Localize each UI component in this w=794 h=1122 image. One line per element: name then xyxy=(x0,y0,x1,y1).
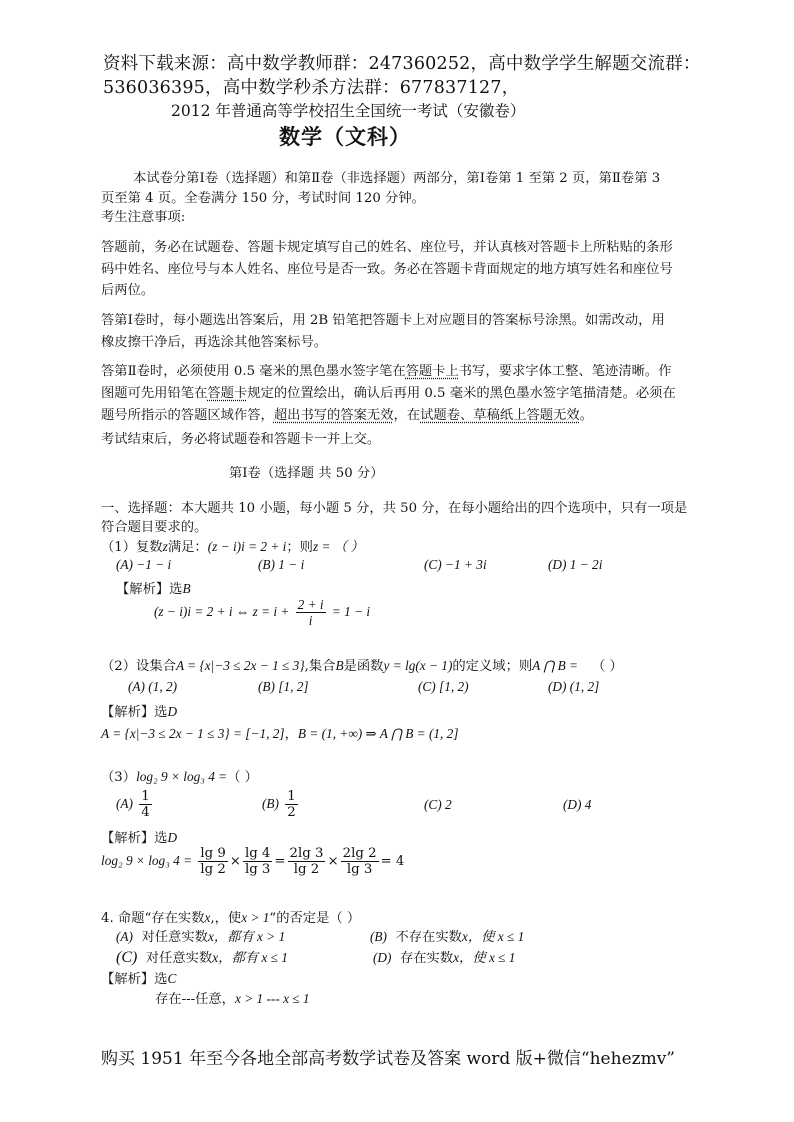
notice-title: 考生注意事项: xyxy=(101,210,186,225)
p3-seg: 题号所指示的答题区域作答， xyxy=(101,408,274,423)
q2-var: B xyxy=(335,658,344,673)
fraction-numerator: 2lg 2 xyxy=(342,846,377,861)
subject-title: 数学（文科） xyxy=(279,124,411,149)
q2-stem-seg: （2）设集合 xyxy=(101,659,176,674)
q3-work-lhs: log₂ 9 × log₃ 4 = xyxy=(101,853,193,868)
option-label: (A) xyxy=(116,796,133,811)
q4-work xyxy=(155,988,310,1007)
q3-work xyxy=(101,846,404,877)
fraction-numerator: 2 + i xyxy=(297,597,324,612)
q2-stem-seg: ,集合 xyxy=(304,659,336,674)
fraction-numerator: 1 xyxy=(141,789,150,804)
q3-answer: D xyxy=(167,830,178,845)
notice-p3-line-2 xyxy=(101,382,676,401)
option-text: 不存在实数 xyxy=(395,930,462,945)
p3-seg: 图题可先用铅笔在 xyxy=(101,386,208,401)
p3-seg: 答第Ⅱ卷时，必须使用 0.5 毫米的黑色墨水签字笔在 xyxy=(101,364,406,379)
q1-option-a: (A) −1 − i xyxy=(116,557,172,572)
q1-work xyxy=(154,597,370,628)
option-text: x，使 x ≤ 1 xyxy=(453,950,516,965)
fraction-numerator: lg 4 xyxy=(244,846,271,861)
q1-answer: B xyxy=(182,581,191,596)
q4-var: x xyxy=(204,910,211,925)
footer-note: 购买 1951 年至今各地全部高考数学试卷及答案 word 版+微信“hehezmv” xyxy=(101,1049,675,1069)
q2-set: A = {x|−3 ≤ 2x − 1 ≤ 3} xyxy=(175,658,305,673)
notice-p3-line-3 xyxy=(101,404,593,423)
q3-option-c: (C) 2 xyxy=(424,797,452,812)
p3-emphasis: 答题卡 xyxy=(207,386,248,401)
q3-stem xyxy=(101,766,258,785)
q3-work-fraction-2 xyxy=(243,846,272,877)
fraction-denominator: lg 3 xyxy=(244,862,271,877)
exam-title: 2012 年普通高等学校招生全国统一考试（安徽卷） xyxy=(171,102,526,120)
analysis-label: 【解析】选 xyxy=(116,582,183,597)
q1-stem-seg: 满足： xyxy=(167,540,208,555)
fraction-denominator: i xyxy=(308,613,313,628)
q2-option-b: (B) [1, 2] xyxy=(258,679,309,694)
q2-option-d: (D) (1, 2] xyxy=(548,679,600,694)
q1-stem-seg: z = （ ） xyxy=(312,539,364,554)
fraction-numerator: 1 xyxy=(287,789,296,804)
q1-equation: (z − i)i = 2 + i xyxy=(207,539,287,554)
q2-work-seg: B = (1, +∞) ⇒ A ⋂ B = (1, 2] xyxy=(297,726,459,741)
q4-option-b xyxy=(370,926,524,945)
option-text: x，使 x ≤ 1 xyxy=(461,929,525,944)
times-sign: × xyxy=(229,854,241,869)
q2-option-a: (A) (1, 2) xyxy=(128,679,178,694)
option-label: (D) xyxy=(373,950,392,965)
q1-analysis xyxy=(116,578,191,597)
section-instructions-line-1: 一、选择题：本大题共 10 小题，每小题 5 分，共 50 分，在每小题给出的四个选项中，只有一项是 xyxy=(101,501,688,516)
q3-option-b xyxy=(262,789,300,820)
q4-condition: x > 1 xyxy=(241,910,270,925)
q3-stem-seg: （3） xyxy=(101,770,137,785)
q4-answer: C xyxy=(167,971,177,986)
q3-option-d: (D) 4 xyxy=(563,797,592,812)
q2-stem-seg: 的定义域；则 xyxy=(452,659,533,674)
option-label: (C) xyxy=(116,949,138,966)
fraction-denominator: 4 xyxy=(141,805,150,820)
notice-p1-line-1: 答题前，务必在试题卷、答题卡规定填写自己的姓名、座位号，并认真核对答题卡上所粘贴的条形 xyxy=(101,240,673,255)
times-sign: × xyxy=(327,854,339,869)
q1-work-seg: (z − i)i = 2 + i ⇔ z = i + xyxy=(154,604,290,619)
q1-stem xyxy=(101,536,364,555)
q1-work-seg: = 1 − i xyxy=(331,604,371,619)
q1-option-b: (B) 1 − i xyxy=(258,557,305,572)
q2-intersection: A ⋂ B = xyxy=(532,658,579,673)
intro-line-2: 页至第 4 页。全卷满分 150 分，考试时间 120 分钟。 xyxy=(101,191,425,206)
q4-stem-seg: ,，使 xyxy=(210,911,242,926)
option-text: x，都有 x ≤ 1 xyxy=(212,950,288,965)
fraction-denominator: 2 xyxy=(287,805,296,820)
header-line-1: 资料下载来源：高中数学教师群：247360252，高中数学学生解题交流群： xyxy=(103,54,701,74)
q3-work-fraction-4 xyxy=(341,846,379,877)
header-line-2: 536036395，高中数学秒杀方法群：677837127， xyxy=(103,78,520,98)
q1-var: z xyxy=(162,539,168,554)
q3-expression: log₂ 9 × log₃ 4 = xyxy=(136,769,228,784)
analysis-label: 【解析】选 xyxy=(101,705,168,720)
q2-analysis xyxy=(101,701,177,720)
q3-option-a-fraction xyxy=(139,789,151,820)
p3-emphasis: 超出书写的答案无效 xyxy=(273,408,394,423)
q4-stem-seg: ”的否定是（ ） xyxy=(269,911,361,926)
q4-option-c xyxy=(116,947,288,967)
q2-work-seg: A = {x|−3 ≤ 2x − 1 ≤ 3} = [−1, 2] xyxy=(101,726,285,741)
q4-analysis xyxy=(101,968,176,987)
intro-line-1: 本试卷分第Ⅰ卷（选择题）和第Ⅱ卷（非选择题）两部分，第Ⅰ卷第 1 至第 2 页，第Ⅱ卷第 3 xyxy=(133,171,661,186)
q4-stem-seg: 4. 命题“存在实数 xyxy=(101,911,205,926)
fraction-numerator: lg 9 xyxy=(200,846,226,861)
q1-option-d: (D) 1 − 2i xyxy=(548,557,603,572)
q3-stem-seg: （ ） xyxy=(227,770,258,785)
q1-stem-seg: ；则 xyxy=(286,540,313,555)
notice-p2-line-2: 橡皮擦干净后，再选涂其他答案标号。 xyxy=(101,335,328,350)
notice-p2-line-1: 答第Ⅰ卷时，每小题选出答案后，用 2B 铅笔把答题卡上对应题目的答案标号涂黑。如需改动，用 xyxy=(101,313,665,328)
notice-p1-line-3: 后两位。 xyxy=(101,283,155,298)
option-label: (B) xyxy=(370,929,387,944)
option-text: 对任意实数 xyxy=(141,930,208,945)
analysis-label: 【解析】选 xyxy=(101,831,168,846)
q4-work-seg: 存在---任意， xyxy=(155,992,235,1007)
q3-work-fraction-3 xyxy=(288,846,326,877)
q2-work-seg: ， xyxy=(284,727,298,742)
option-text: 存在实数 xyxy=(399,951,454,966)
fraction-denominator: lg 2 xyxy=(200,862,226,877)
q4-work-seg: x > 1 --- x ≤ 1 xyxy=(234,991,310,1006)
part1-title: 第Ⅰ卷（选择题 共 50 分） xyxy=(229,466,384,481)
q2-work xyxy=(101,723,459,742)
fraction-numerator: 2lg 3 xyxy=(289,846,324,861)
option-label: (B) xyxy=(262,796,279,811)
p3-emphasis: 试题卷、草稿纸上答题无效 xyxy=(420,408,580,423)
q3-work-fraction-1 xyxy=(198,846,227,877)
notice-p3-line-1 xyxy=(101,360,672,379)
notice-p4: 考试结束后，务必将试题卷和答题卡一并上交。 xyxy=(101,432,381,447)
equals-sign: = xyxy=(274,854,286,869)
option-label: (A) xyxy=(116,929,133,944)
q4-option-d xyxy=(373,947,515,966)
q2-stem xyxy=(101,655,578,674)
q2-answer: D xyxy=(167,704,178,719)
p3-seg: 书写，要求字体工整、笔迹清晰。作 xyxy=(458,364,672,379)
q2-option-c: (C) [1, 2) xyxy=(418,679,469,694)
q1-stem-seg: （1）复数 xyxy=(101,540,163,555)
p3-seg: ，在 xyxy=(393,408,421,423)
option-text: x，都有 x > 1 xyxy=(207,929,286,944)
fraction-denominator: lg 2 xyxy=(293,862,320,877)
q4-stem xyxy=(101,907,360,926)
q3-result: = 4 xyxy=(380,854,405,869)
q2-paren: （ ） xyxy=(592,659,623,674)
q3-analysis xyxy=(101,827,177,846)
q3-option-a xyxy=(116,789,154,820)
q2-function: y = lg(x − 1) xyxy=(383,658,453,673)
p3-seg: 规定的位置绘出，确认后再用 0.5 毫米的黑色墨水签字笔描清楚。必须在 xyxy=(247,386,676,401)
q1-fraction xyxy=(296,597,326,628)
option-text: 对任意实数 xyxy=(145,951,213,966)
q4-option-a xyxy=(116,926,285,945)
section-instructions-line-2: 符合题目要求的。 xyxy=(101,520,208,535)
q3-option-b-fraction xyxy=(285,789,297,820)
q1-option-c: (C) −1 + 3i xyxy=(424,557,487,572)
p3-emphasis: 答题卡上 xyxy=(405,364,459,379)
analysis-label: 【解析】选 xyxy=(101,972,168,987)
q2-stem-seg: 是函数 xyxy=(343,659,384,674)
fraction-denominator: lg 3 xyxy=(346,862,373,877)
p3-seg: 。 xyxy=(579,408,593,423)
notice-p1-line-2: 码中姓名、座位号与本人姓名、座位号是否一致。务必在答题卡背面规定的地方填写姓名和座位号 xyxy=(101,262,673,277)
